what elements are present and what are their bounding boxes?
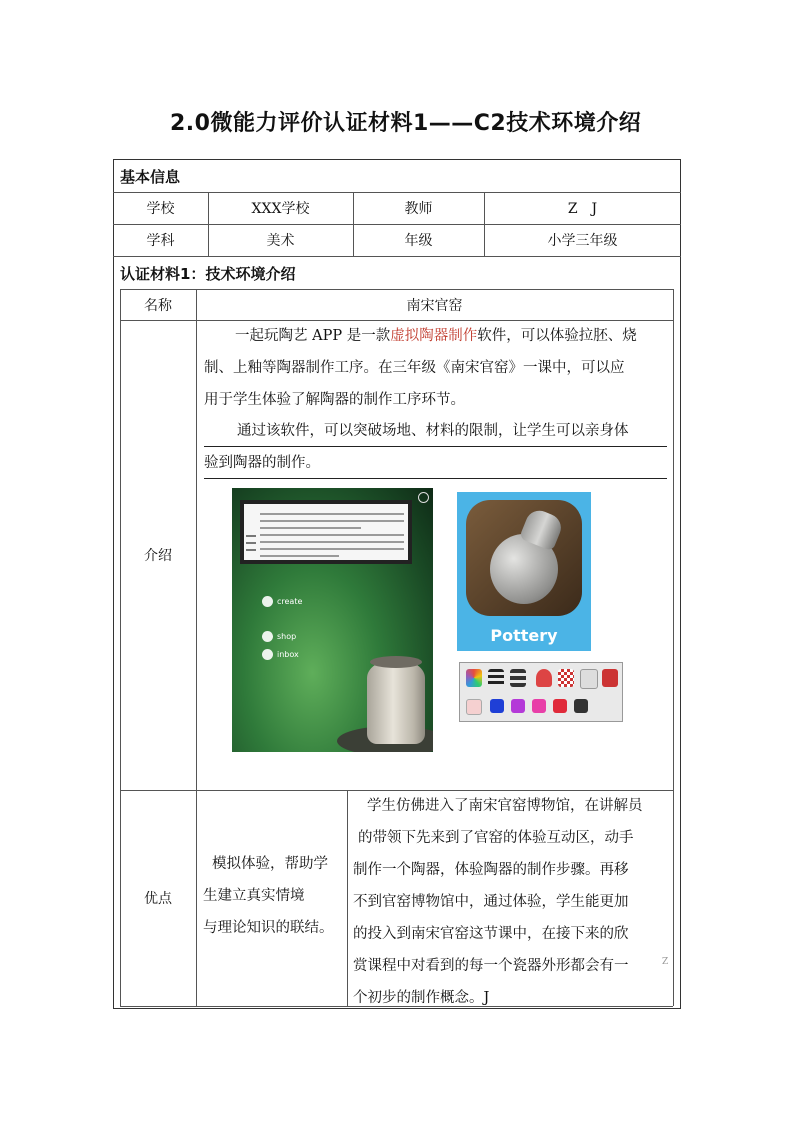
intro-text: 一起玩陶艺 APP 是一款: [235, 328, 391, 344]
page-title: 2.0微能力评价认证材料1——C2技术环境介绍: [170, 111, 642, 136]
grade-value: 小学三年级: [547, 233, 618, 249]
menu-create[interactable]: [262, 596, 302, 607]
icon-tile: [466, 500, 582, 616]
advantage-short-1: 模拟体验，帮助学: [212, 856, 328, 872]
advantage-long-5: 的投入到南宋官窑这节课中，在接下来的欣: [353, 926, 629, 942]
menu-label: create: [277, 597, 303, 606]
color-swatch-red[interactable]: [553, 699, 567, 713]
subject-value: 美术: [266, 233, 295, 249]
advantage-long-1: 学生仿佛进入了南宋官窑博物馆，在讲解员: [367, 798, 643, 814]
clay-pot: [367, 660, 425, 744]
intro-text: 软件，可以体验拉胚、烧: [477, 328, 637, 344]
intro-text-underlined: 通过该软件，可以突破场地、材料的限制，让学生可以亲身体: [204, 416, 667, 447]
advantage-label: 优点: [144, 891, 172, 907]
grade-label: 年级: [404, 233, 433, 249]
intro-line-2: 制、上釉等陶器制作工序。在三年级《南宋官窑》一课中，可以应: [204, 360, 625, 376]
teacher-label: 教师: [404, 201, 433, 217]
eraser-icon[interactable]: [466, 699, 482, 715]
subject-label: 学科: [146, 233, 175, 249]
menu-label: shop: [277, 632, 297, 641]
teacher-value: Z J: [567, 201, 598, 217]
col-divider: [347, 790, 348, 1006]
intro-text-underlined: 验到陶器的制作。: [204, 448, 667, 479]
school-label: 学校: [146, 201, 175, 217]
advantage-long-6: 赏课程中对看到的每一个瓷器外形都会有一: [353, 958, 629, 974]
name-value: 南宋官窑: [406, 297, 463, 314]
col-divider: [196, 289, 197, 1006]
intro-line-3: 用于学生体验了解陶器的制作工序环节。: [204, 392, 465, 408]
basic-info-heading: 基本信息: [120, 167, 181, 186]
menu-shop[interactable]: [262, 631, 296, 642]
settings-icon: [418, 492, 429, 503]
intro-line-1: [235, 320, 637, 352]
color-swatch-purple[interactable]: [511, 699, 525, 713]
color-swatch-blue[interactable]: [490, 699, 504, 713]
sticker-icon[interactable]: [580, 669, 598, 689]
shop-icon: [262, 631, 273, 642]
advantage-long-3: 制作一个陶器，体验陶器的制作步骤。再移: [353, 862, 629, 878]
pottery-app-icon: [457, 492, 591, 651]
color-swatch-black[interactable]: [574, 699, 588, 713]
intro-line-4: [204, 416, 667, 444]
glaze-icon[interactable]: [536, 669, 552, 687]
intro-label: 介绍: [144, 548, 172, 564]
name-label: 名称: [144, 297, 172, 314]
stamp-icon[interactable]: [602, 669, 618, 687]
pottery-label: Pottery: [490, 626, 558, 645]
palette-icon[interactable]: [466, 669, 482, 687]
doc-side-labels: [246, 530, 256, 560]
advantage-long-2: 的带领下先来到了官窑的体验互动区，动手: [358, 830, 634, 846]
advantage-long-4: 不到官窑博物馆中，通过体验，学生能更加: [353, 894, 629, 910]
school-value: XXX学校: [251, 201, 310, 217]
document-preview: [240, 500, 412, 564]
advantage-short-2: 生建立真实情境: [203, 888, 305, 904]
color-toolbar: [459, 662, 623, 722]
inbox-icon: [262, 649, 273, 660]
col-divider: [673, 289, 674, 1006]
create-icon: [262, 596, 273, 607]
material-heading: 认证材料1：技术环境介绍: [120, 264, 296, 283]
clay-pot-rim: [370, 656, 422, 668]
app-screenshot: [232, 488, 433, 752]
menu-inbox[interactable]: [262, 649, 299, 660]
advantage-long-7: 个初步的制作概念。J: [353, 990, 490, 1006]
highlight-text: 虚拟陶器制作: [390, 328, 478, 344]
doc-text-lines: [260, 508, 404, 562]
menu-label: inbox: [277, 650, 299, 659]
color-swatch-pink[interactable]: [532, 699, 546, 713]
intro-line-5: [204, 448, 667, 476]
advantage-short-3: 与理论知识的联结。: [203, 920, 334, 936]
brush-size-icon[interactable]: [488, 669, 504, 687]
pattern-icon[interactable]: [558, 669, 574, 687]
margin-mark: Z: [662, 957, 669, 967]
stroke-icon[interactable]: [510, 669, 526, 687]
